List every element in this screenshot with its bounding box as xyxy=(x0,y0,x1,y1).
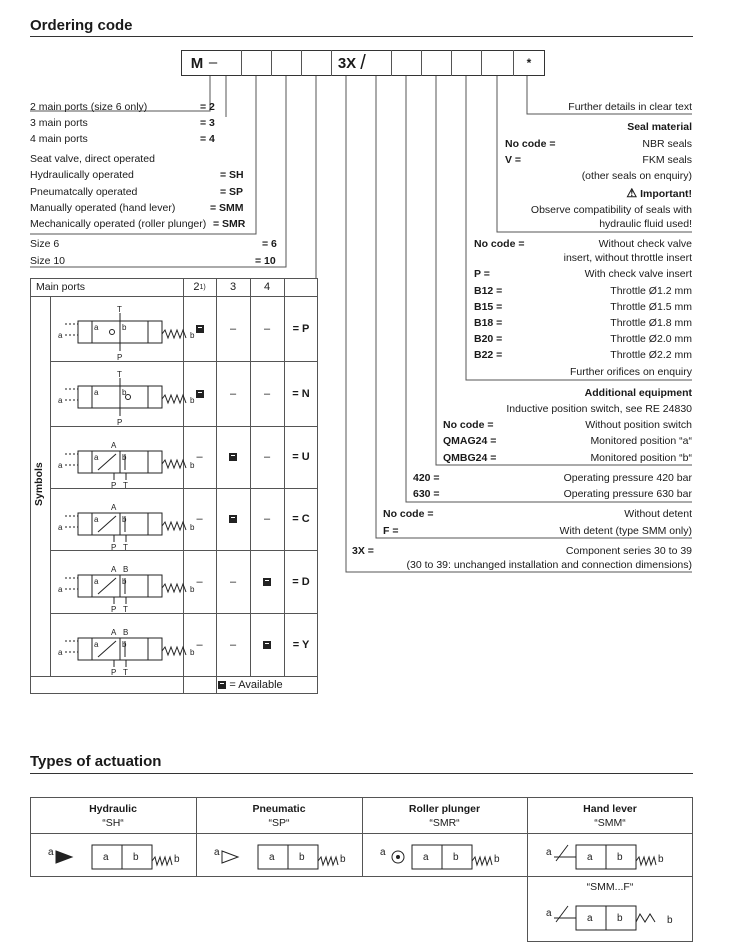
position-label-a: a xyxy=(94,640,99,649)
actuator-label-a: a xyxy=(48,847,54,858)
p630: 630 = xyxy=(413,488,440,500)
detent-f: F = xyxy=(383,525,399,537)
port-label-t: T xyxy=(123,668,128,677)
port-label-p: P xyxy=(117,353,123,362)
important: ⚠ Important! xyxy=(626,186,692,200)
port-label-t: T xyxy=(123,605,128,614)
option-code: = SMR xyxy=(213,218,246,230)
row-code: = D xyxy=(292,575,310,588)
act-pneumatic-code: “SP“ xyxy=(268,817,290,829)
position-label-a: a xyxy=(103,852,109,863)
act-roller-name: Roller plunger xyxy=(408,803,481,815)
actuator-label-b: b xyxy=(494,854,500,865)
position-label-b: b xyxy=(122,577,127,586)
act-smmf-code: “SMM...F“ xyxy=(586,881,634,893)
act-roller-code: “SMR“ xyxy=(429,817,460,829)
seal-nocode-val: NBR seals xyxy=(642,138,692,150)
symbol-label-a: a xyxy=(58,585,63,594)
port-label-a: A xyxy=(111,503,117,512)
actuator-label-a: a xyxy=(546,908,552,919)
legend: = Available xyxy=(183,676,318,694)
add-qmag: QMAG24 = xyxy=(443,435,497,447)
port-label-p: P xyxy=(111,543,117,552)
col-3-header: 3 xyxy=(229,281,237,293)
port-label-p: P xyxy=(117,418,123,427)
p630-val: Operating pressure 630 bar xyxy=(563,488,692,500)
pneumatic-triangle-icon xyxy=(222,851,238,863)
not-available-mark: – xyxy=(229,322,237,335)
orifices: Further orifices on enquiry xyxy=(570,366,692,378)
option-code: = 6 xyxy=(262,238,277,250)
row-code: = U xyxy=(292,451,310,463)
add-qmbg-val: Monitored position “b“ xyxy=(590,452,692,464)
detent-f-val: With detent (type SMM only) xyxy=(559,525,692,537)
position-label-a: a xyxy=(587,913,593,924)
port-label-p: P xyxy=(111,668,117,677)
code-box-3x: 3X xyxy=(337,54,357,72)
symbol-label-a: a xyxy=(58,396,63,405)
code-box-m: M xyxy=(190,54,204,72)
roller-center-icon xyxy=(397,856,400,859)
important-text-1: Observe compatibility of seals with xyxy=(530,204,692,216)
check-p: P = xyxy=(474,268,490,280)
seal-v: V = xyxy=(505,154,522,166)
option-code: = SMM xyxy=(210,202,244,214)
col-2-header: 2 1) xyxy=(193,281,206,293)
position-label-b: b xyxy=(453,852,459,863)
position-label-b: b xyxy=(122,323,127,332)
port-label-a: A xyxy=(111,565,117,574)
option-code: = 2 xyxy=(200,101,215,113)
spring-symbol xyxy=(318,857,338,865)
not-available-mark: – xyxy=(196,575,203,588)
symbol-label-b: b xyxy=(190,461,195,470)
port-label-b: B xyxy=(123,628,129,637)
add-qmag-val: Monitored position “a“ xyxy=(590,435,692,447)
add-nocode-val: Without position switch xyxy=(585,419,692,431)
spring-symbol xyxy=(152,857,172,865)
option-code: = 10 xyxy=(255,255,276,267)
position-label-a: a xyxy=(94,453,99,462)
symbol-label-a: a xyxy=(58,331,63,340)
detent-nocode: No code = xyxy=(383,508,434,520)
position-label-a: a xyxy=(94,515,99,524)
position-label-a: a xyxy=(94,577,99,586)
not-available-mark: – xyxy=(196,638,203,651)
main-ports-header: Main ports xyxy=(36,281,86,293)
code-box-dash: – xyxy=(208,53,218,71)
not-available-mark: – xyxy=(263,451,271,463)
position-label-a: a xyxy=(94,323,99,332)
position-label-b: b xyxy=(122,515,127,524)
not-available-mark: – xyxy=(196,513,203,525)
actuator-label-b: b xyxy=(658,854,664,865)
actuation-title: Types of actuation xyxy=(30,753,162,770)
throttle-code: B22 = xyxy=(474,349,503,361)
position-label-b: b xyxy=(299,852,305,863)
position-label-b: b xyxy=(122,640,127,649)
add-qmbg: QMBG24 = xyxy=(443,452,497,464)
important-text-2: hydraulic fluid used! xyxy=(599,218,692,230)
not-available-mark: – xyxy=(229,575,237,588)
port-label-t: T xyxy=(117,305,122,314)
throttle-value: Throttle Ø1.5 mm xyxy=(610,301,692,313)
port-label-a: A xyxy=(111,441,117,450)
act-handlever-code: “SMM“ xyxy=(594,817,626,829)
p420: 420 = xyxy=(413,472,440,484)
option-code: = SP xyxy=(220,186,244,198)
symbol-label-b: b xyxy=(190,585,195,594)
additional-inductive: Inductive position switch, see RE 24830 xyxy=(506,403,692,415)
check-nocode-val-2: insert, without throttle insert xyxy=(563,252,692,264)
option-code: = 3 xyxy=(200,117,215,129)
throttle-code: B15 = xyxy=(474,301,503,313)
symbol-label-a: a xyxy=(58,461,63,470)
not-available-mark: – xyxy=(263,513,271,525)
check-nocode: No code = xyxy=(474,238,525,250)
port-label-p: P xyxy=(111,481,117,490)
port-label-t: T xyxy=(117,370,122,379)
option-label: Size 6 xyxy=(30,238,60,250)
symbol-label-a: a xyxy=(58,648,63,657)
position-label-a: a xyxy=(587,852,593,863)
check-nocode-val-1: Without check valve xyxy=(598,238,692,250)
not-available-mark: – xyxy=(263,322,271,335)
option-label: 4 main ports xyxy=(30,133,88,145)
actuator-label-b: b xyxy=(667,915,673,926)
port-label-a: A xyxy=(111,628,117,637)
not-available-mark: – xyxy=(196,451,203,463)
act-pneumatic-name: Pneumatic xyxy=(252,803,306,815)
seal-v-val: FKM seals xyxy=(642,154,692,166)
throttle-value: Throttle Ø2.0 mm xyxy=(610,333,692,345)
page-title: Ordering code xyxy=(30,17,133,34)
hydraulic-triangle-icon xyxy=(56,851,72,863)
symbols-label: Symbols xyxy=(33,462,45,506)
position-label-b: b xyxy=(617,852,623,863)
actuator-label-a: a xyxy=(380,847,386,858)
option-label: Size 10 xyxy=(30,255,66,267)
act-hydraulic-name: Hydraulic xyxy=(89,803,137,815)
series: 3X = xyxy=(352,545,374,557)
act-handlever-name: Hand lever xyxy=(583,803,637,815)
not-available-mark: – xyxy=(263,387,271,400)
actuator-label-b: b xyxy=(340,854,346,865)
option-label: 3 main ports xyxy=(30,117,88,129)
act-hydraulic-code: “SH“ xyxy=(102,817,124,829)
check-p-val: With check valve insert xyxy=(584,268,692,280)
position-label-b: b xyxy=(122,453,127,462)
spring-symbol xyxy=(636,857,656,865)
seal-nocode: No code = xyxy=(505,138,556,150)
position-label-a: a xyxy=(423,852,429,863)
detent-nocode-val: Without detent xyxy=(624,508,692,520)
throttle-code: B20 = xyxy=(474,333,503,345)
port-label-b: B xyxy=(123,565,129,574)
row-code: = C xyxy=(292,513,310,525)
row-code: = Y xyxy=(292,638,310,651)
symbol-label-b: b xyxy=(190,396,195,405)
throttle-code: B18 = xyxy=(474,317,503,329)
add-nocode: No code = xyxy=(443,419,494,431)
position-label-b: b xyxy=(617,913,623,924)
seal-title: Seal material xyxy=(627,121,692,133)
symbol-label-b: b xyxy=(190,523,195,532)
p420-val: Operating pressure 420 bar xyxy=(563,472,692,484)
seal-other: (other seals on enquiry) xyxy=(581,170,692,182)
option-label: Pneumatcally operated xyxy=(30,186,138,198)
symbol-label-b: b xyxy=(190,648,195,657)
not-available-mark: – xyxy=(229,638,237,651)
symbol-label-b: b xyxy=(190,331,195,340)
additional-title: Additional equipment xyxy=(584,387,692,399)
series-val: Component series 30 to 39 xyxy=(565,545,692,557)
detent-spring-symbol xyxy=(636,914,655,922)
option-label: 2 main ports (size 6 only) xyxy=(30,101,148,113)
actuator-label-a: a xyxy=(214,847,220,858)
not-available-mark: – xyxy=(229,387,237,400)
actuator-label-a: a xyxy=(546,847,552,858)
position-label-b: b xyxy=(133,852,139,863)
throttle-code: B12 = xyxy=(474,285,503,297)
symbol-label-a: a xyxy=(58,523,63,532)
throttle-value: Throttle Ø2.2 mm xyxy=(610,349,692,361)
code-box-slash: / xyxy=(360,51,366,74)
position-label-b: b xyxy=(122,388,127,397)
spring-symbol xyxy=(472,857,492,865)
throttle-value: Throttle Ø1.8 mm xyxy=(610,317,692,329)
option-label: Hydraulically operated xyxy=(30,169,134,181)
actuator-label-b: b xyxy=(174,854,180,865)
option-code: = 4 xyxy=(200,133,215,145)
option-code: = SH xyxy=(220,169,244,181)
position-label-a: a xyxy=(269,852,275,863)
option-label: Mechanically operated (roller plunger) xyxy=(30,218,207,230)
port-label-p: P xyxy=(111,605,117,614)
further-details: Further details in clear text xyxy=(568,101,692,113)
hand-lever-icon xyxy=(554,845,576,861)
warning-icon: ⚠ xyxy=(626,186,638,200)
throttle-value: Throttle Ø1.2 mm xyxy=(610,285,692,297)
port-label-t: T xyxy=(123,481,128,490)
series-note: (30 to 39: unchanged installation and connection dimensions) xyxy=(406,559,692,571)
port-label-t: T xyxy=(123,543,128,552)
col-4-header: 4 xyxy=(263,281,271,293)
hand-lever-icon xyxy=(554,906,576,922)
position-label-a: a xyxy=(94,388,99,397)
code-box-star: * xyxy=(526,56,532,70)
row-code: = P xyxy=(292,322,310,335)
option-label: Seat valve, direct operated xyxy=(30,153,155,165)
option-label: Manually operated (hand lever) xyxy=(30,202,176,214)
row-code: = N xyxy=(292,387,310,400)
